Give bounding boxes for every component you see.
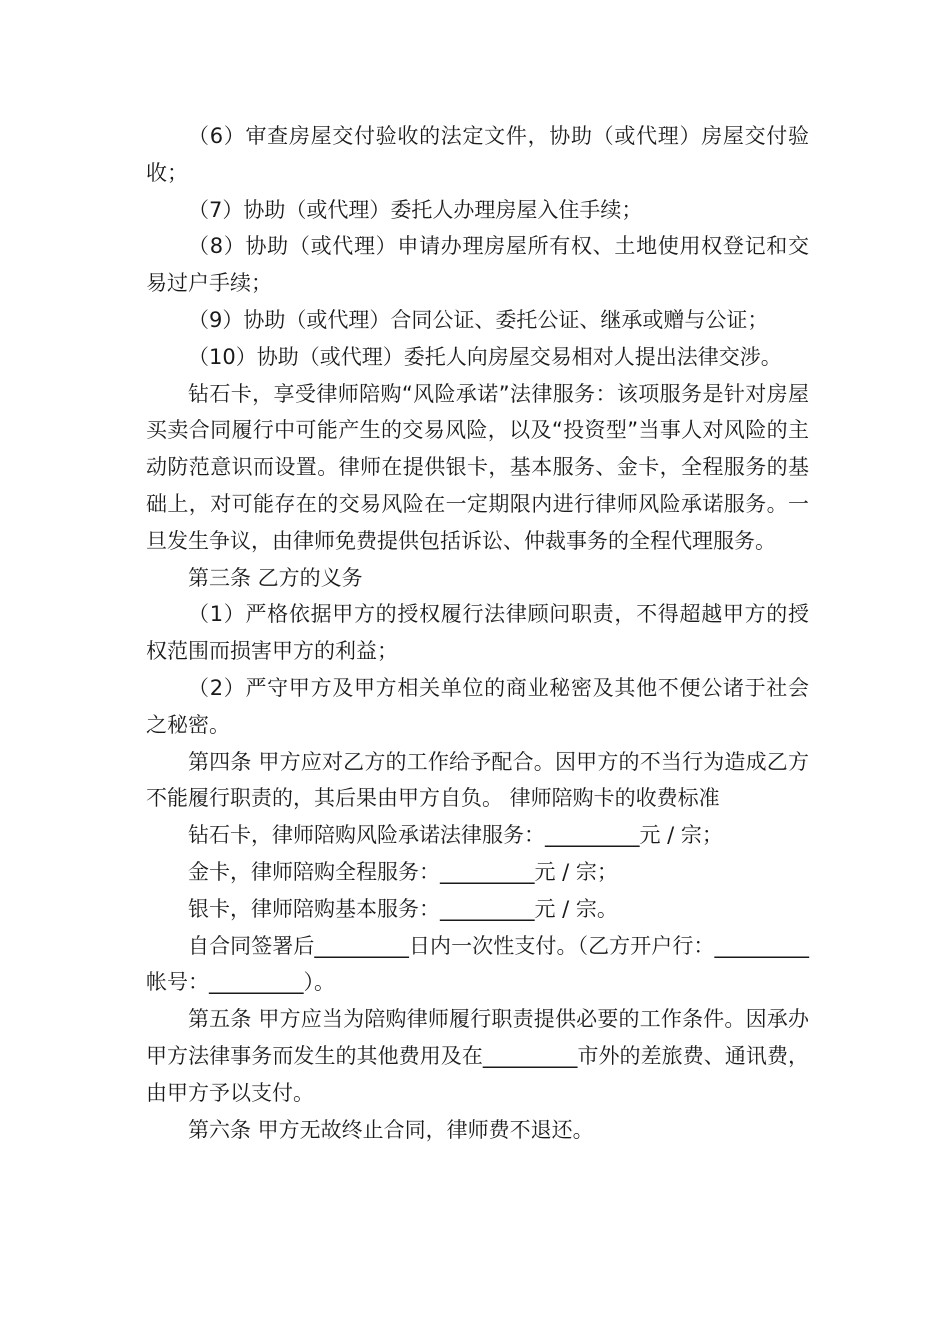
paragraph-item-8: （8）协助（或代理）申请办理房屋所有权、土地使用权登记和交易过户手续； [146,234,809,296]
paragraph-item-7: （7）协助（或代理）委托人办理房屋入住手续； [188,197,643,222]
paragraph-duty-2: （2）严守甲方及甲方相关单位的商业秘密及其他不便公诸于社会之秘密。 [146,675,809,737]
paragraph-article-5: 第五条 甲方应当为陪购律师履行职责提供必要的工作条件。因承办甲方法律事务而发生的其他费用及在_________市外的差旅费、通讯费，由甲方予以支付。 [146,1007,809,1105]
paragraph-article-4: 第四条 甲方应对乙方的工作给予配合。因甲方的不当行为造成乙方不能履行职责的，其后果由甲方自负。 律师陪购卡的收费标准 [146,749,809,811]
heading-article-3: 第三条 乙方的义务 [188,565,363,590]
fee-gold: 金卡，律师陪购全程服务：_________元 / 宗； [188,859,618,884]
payment-terms: 自合同签署后_________日内一次性支付。（乙方开户行：_________帐号：_________）。 [146,933,809,995]
paragraph-article-6: 第六条 甲方无故终止合同，律师费不退还。 [188,1117,594,1142]
paragraph-item-10: （10）协助（或代理）委托人向房屋交易相对人提出法律交涉。 [188,344,782,369]
fee-diamond: 钻石卡，律师陪购风险承诺法律服务：_________元 / 宗； [188,823,723,848]
fee-silver: 银卡，律师陪购基本服务：_________元 / 宗。 [188,896,618,921]
paragraph-duty-1: （1）严格依据甲方的授权履行法律顾问职责，不得超越甲方的授权范围而损害甲方的利益； [146,602,809,664]
paragraph-item-6: （6）审查房屋交付验收的法定文件，协助（或代理）房屋交付验收； [146,124,809,185]
paragraph-item-9: （9）协助（或代理）合同公证、委托公证、继承或赠与公证； [188,307,769,332]
paragraph-diamond-card: 钻石卡，享受律师陪购“风险承诺”法律服务：该项服务是针对房屋买卖合同履行中可能产生的交易风险，以及“投资型”当事人对风险的主动防范意识而设置。律师在提供银卡，基本服务、金卡，全程服务的基础上，对可能存在的交易风险在一定期限内进行律师风险承诺服务。一旦发生争议，由律师免费提供包括诉讼、仲裁事务的全程代理服务。 [146,381,809,553]
document-page [146,118,809,1148]
